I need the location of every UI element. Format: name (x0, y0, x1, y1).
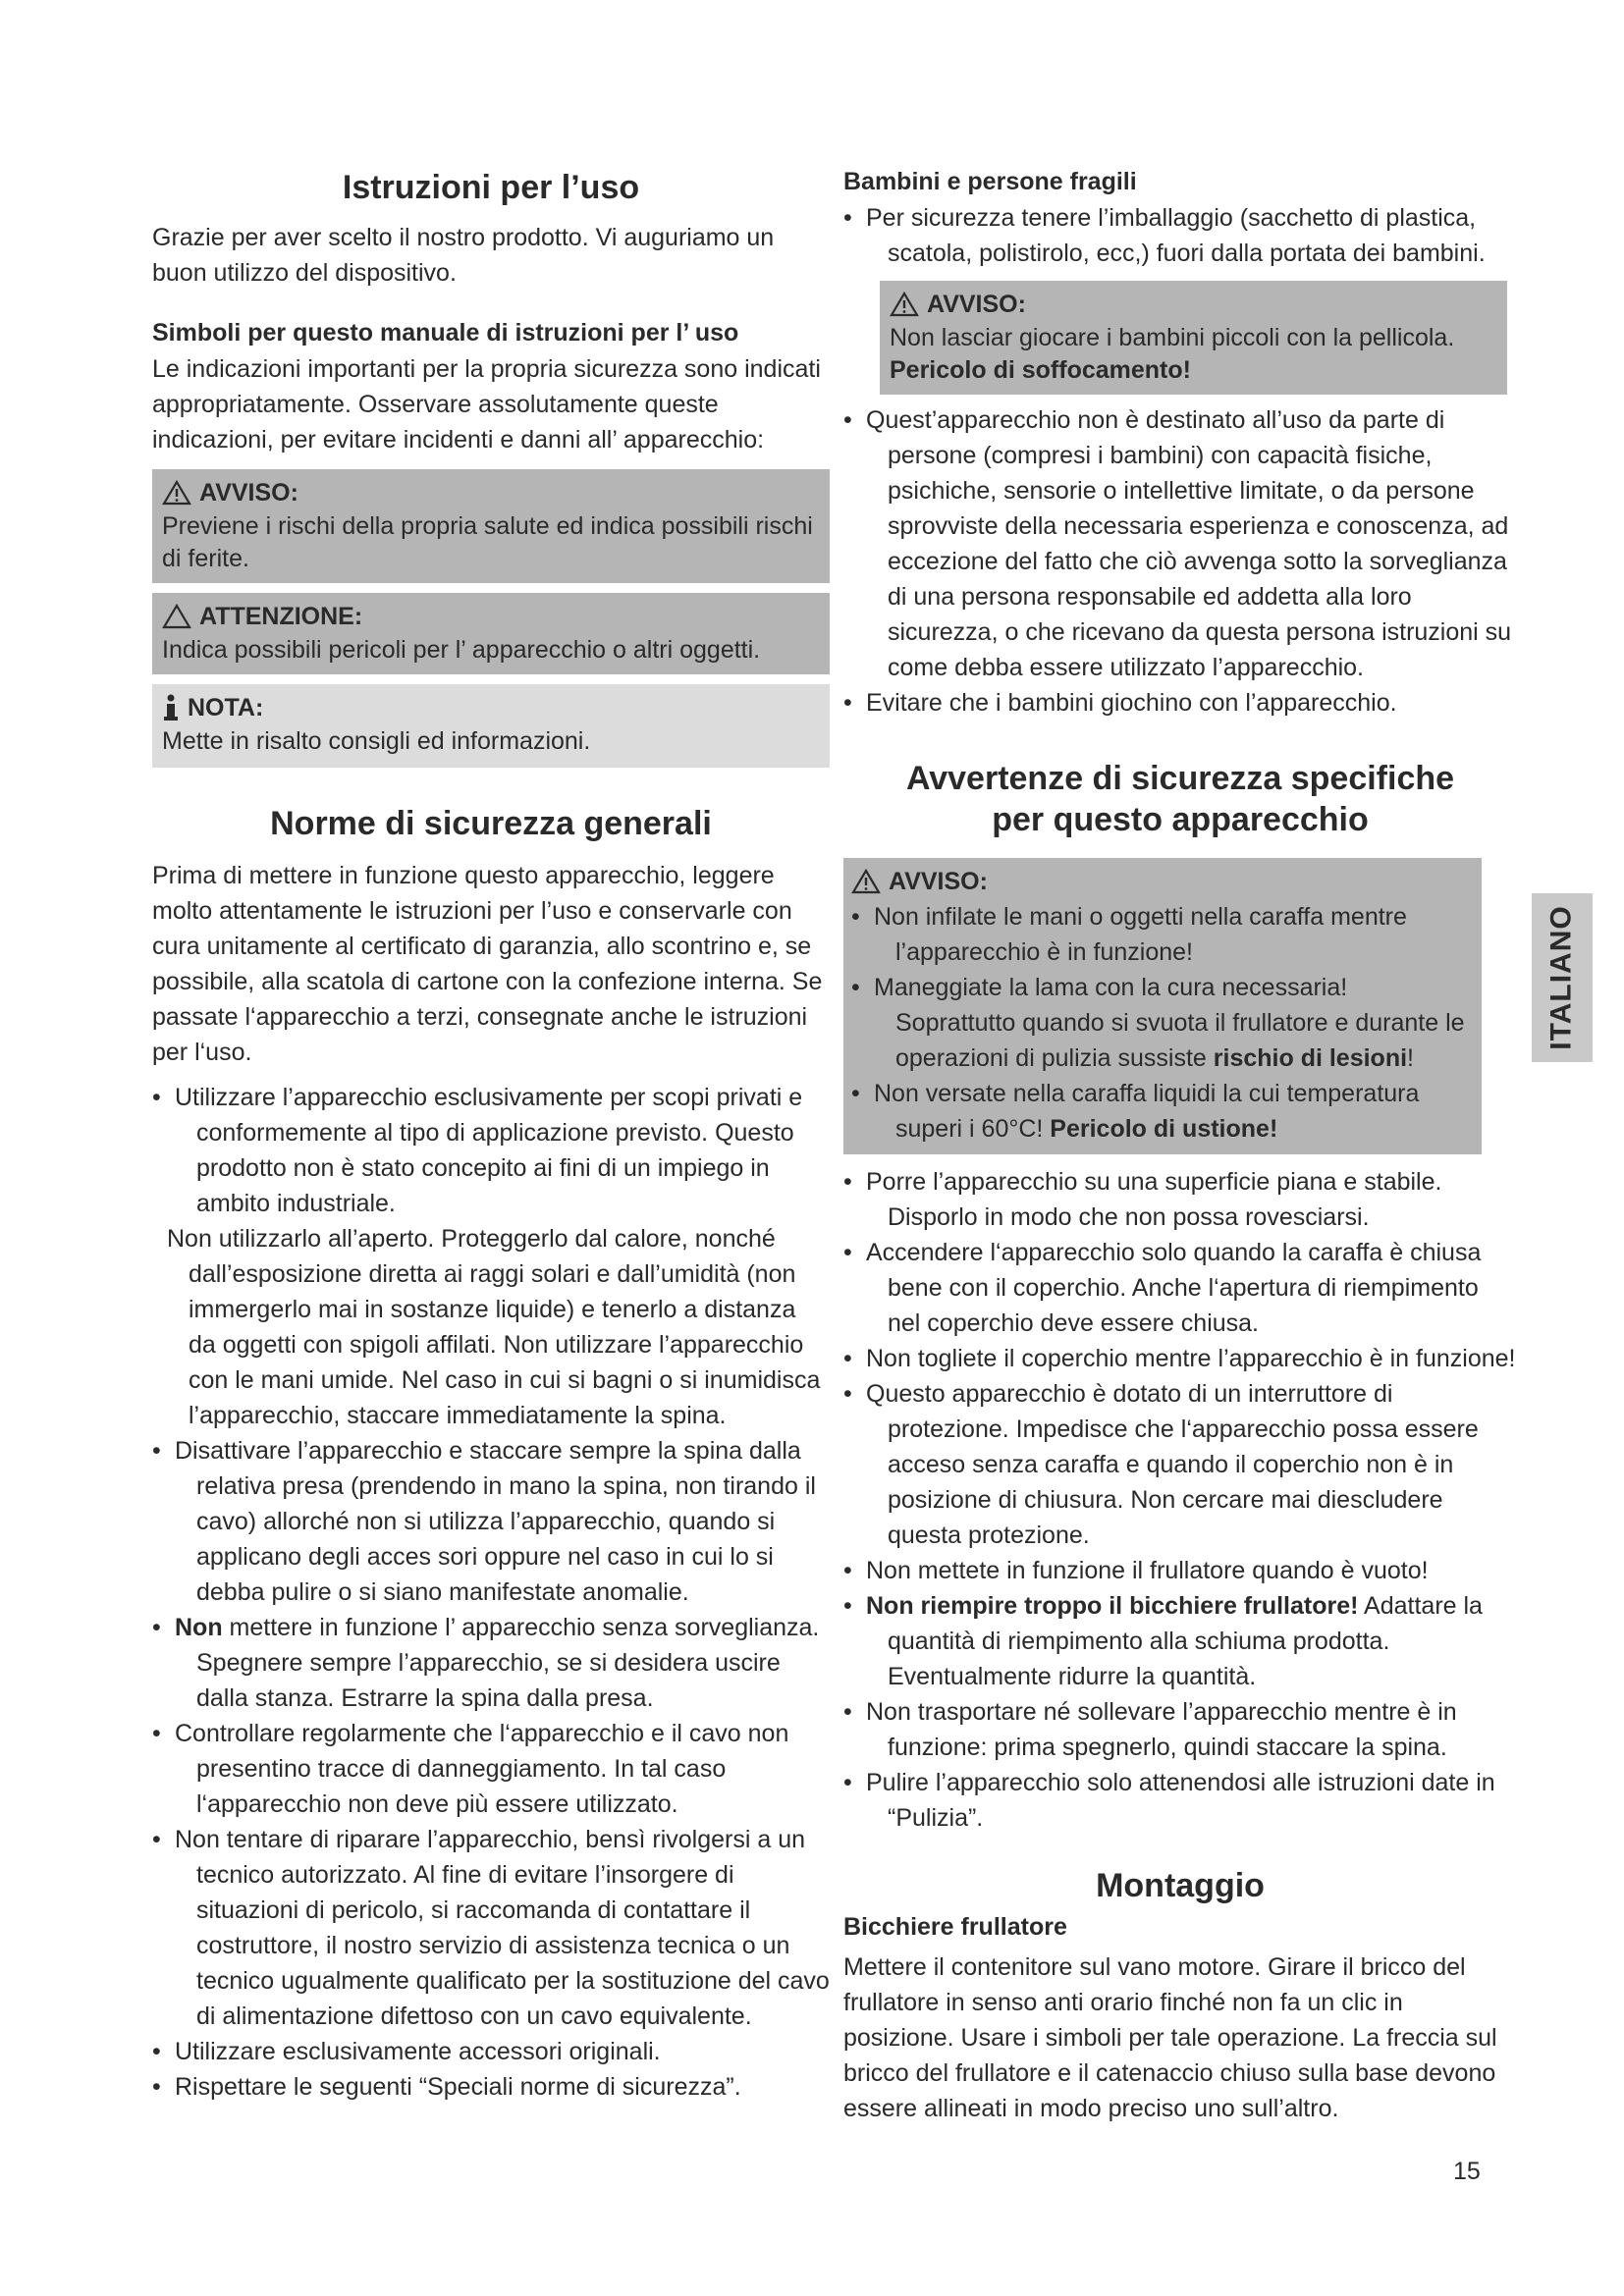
avviso-head (890, 287, 1497, 322)
specific-title-line-1: Avvertenze di sicurezza specifiche (905, 760, 1455, 797)
nota-head (162, 690, 820, 725)
norme-list-2 (152, 1433, 830, 2105)
list-item (851, 970, 1468, 1076)
bambini-heading: Bambini e persone fragili (843, 168, 1137, 195)
norme-intro: Prima di mettere in funzione questo apparecchio, leggere molto attentamente le istruzioni per l’uso e conservarle con cura unitamente al certificato di garanzia, allo scontrino e, se possibile, alla scatola di cartone con la confezione interna. Se passate l‘apparecchio a terzi, consegnate anche le istruzioni per l‘uso. (152, 862, 823, 1066)
list-item: • Non infilate le mani o oggetti nella caraffa mentre l’apparecchio è in funzione! (851, 899, 1468, 970)
bicchiere-heading: Bicchiere frullatore (843, 1913, 1067, 1941)
intro-text: Grazie per aver scelto il nostro prodotto. Vi auguriamo un buon utilizzo del dispositivo. (152, 224, 775, 287)
avviso-head (851, 864, 1468, 899)
specific-title-line-2: per questo apparecchio (992, 801, 1369, 838)
list-item: • Accendere l‘apparecchio solo quando la caraffa è chiusa bene con il coperchio. Anche l‘apertura di riempimento nel coperchio deve essere chiusa. (843, 1235, 1517, 1341)
list-item: • Rispettare le seguenti “Speciali norme di sicurezza”. (152, 2069, 830, 2105)
avviso-text: Previene i rischi della propria salute ed indica possibili rischi di ferite. (162, 512, 813, 572)
list-item: • Utilizzare esclusivamente accessori originali. (152, 2034, 830, 2069)
warning-triangle-icon (890, 292, 919, 317)
norme-list (152, 1080, 830, 1221)
nota-label: NOTA: (188, 694, 264, 721)
warning-triangle-icon (162, 480, 191, 506)
attenzione-head (162, 599, 820, 634)
list-item-text: Maneggiate la lama con la cura necessaria! Soprattutto quando si svuota il frullatore e durante le operazioni di pulizia sussiste (874, 974, 1465, 1072)
list-item: • Pulire l’apparecchio solo attenendosi alle istruzioni date in “Pulizia”. (843, 1765, 1517, 1836)
right-column (843, 165, 1517, 2126)
language-tab (1532, 893, 1593, 1062)
symbols-text: Le indicazioni importanti per la propria sicurezza sono indicati appropriatamente. Osservare assolutamente queste indicazioni, per evitare incidenti e danni all’ apparecchio: (152, 355, 821, 454)
info-icon (162, 694, 180, 721)
list-item-text: Non versate nella caraffa liquidi la cui temperatura superi i 60°C! (874, 1080, 1420, 1143)
page-number: 15 (1453, 2158, 1481, 2185)
list-item-text: Adattare la quantità di riempimento alla schiuma prodotta. Eventualmente ridurre la quantità. (888, 1592, 1483, 1690)
list-item (843, 1588, 1517, 1694)
list-item: • Non tentare di riparare l’apparecchio, bensì rivolgersi a un tecnico autorizzato. Al fine di evitare l’insorgere di situazioni di pericolo, si raccomanda di contattare il costruttore, il nostro servizio di assistenza tecnica o un tecnico ugualmente qualificato per la sostituzione del cavo di alimentazione difettoso con un cavo equivalente. (152, 1822, 830, 2034)
list-item-text: ! (1407, 1044, 1414, 1072)
symbols-heading: Simboli per questo manuale di istruzioni per l’ uso (152, 319, 739, 347)
list-item: • Per sicurezza tenere l’imballaggio (sacchetto di plastica, scatola, polistirolo, ecc,) fuori dalla portata dei bambini. (843, 200, 1517, 271)
nota-text: Mette in risalto consigli ed informazioni. (162, 727, 591, 755)
attenzione-label: ATTENZIONE: (199, 603, 363, 630)
emphasis-text: rischio di lesioni (1213, 1044, 1408, 1072)
attenzione-text: Indica possibili pericoli per l’ apparecchio o altri oggetti. (162, 636, 761, 664)
page-title: Istruzioni per l’uso (342, 169, 640, 206)
list-item: • Evitare che i bambini giochino con l’apparecchio. (843, 685, 1517, 721)
bicchiere-text: Mettere il contenitore sul vano motore. Girare il bricco del frullatore in senso anti orario finché non fa un clic in posizione. Usare i simboli per tale operazione. La freccia sul bricco del frullatore e il catenaccio chiuso sulla base devono essere allineati in modo preciso uno sull’altro. (843, 1953, 1497, 2122)
list-item: • Non trasportare né sollevare l’apparecchio mentre è in funzione: prima spegnerlo, quindi staccare la spina. (843, 1694, 1517, 1765)
list-item: • Non togliete il coperchio mentre l’apparecchio è in funzione! (843, 1341, 1517, 1376)
list-item: • Quest’apparecchio non è destinato all’uso da parte di persone (compresi i bambini) con capacità fisiche, psichiche, sensorie o intellettive limitate, o da persone sprovviste della necessaria esperienza e conoscenza, ad eccezione del fatto che ciò avvenga sotto la sorveglianza di una persona responsabile ed addetta alla loro sicurezza, o che ricevano da questa persona istruzioni su come debba essere utilizzato l’apparecchio. (843, 402, 1517, 685)
avviso-head (162, 475, 820, 510)
nota-box (152, 684, 830, 768)
emphasis-text: Pericolo di ustione! (1050, 1115, 1278, 1143)
bambini-list-2 (843, 402, 1517, 721)
specific-list (843, 1164, 1517, 1836)
caution-triangle-icon (162, 604, 191, 629)
left-column (152, 165, 830, 2105)
list-item (851, 1076, 1468, 1147)
bambini-list (843, 200, 1517, 271)
avviso-box (152, 469, 830, 583)
avviso-box-specific (843, 858, 1482, 1154)
list-item: • Questo apparecchio è dotato di un interruttore di protezione. Impedisce che l‘apparecchio possa essere acceso senza caraffa e quando il coperchio non è in posizione di chiusura. Non cercare mai diescludere questa protezione. (843, 1376, 1517, 1553)
avviso-text: Non lasciar giocare i bambini piccoli con la pellicola. (890, 324, 1455, 351)
avviso-box-children (880, 281, 1507, 395)
language-tab-label: ITALIANO (1545, 905, 1578, 1050)
attenzione-box (152, 593, 830, 674)
list-item: • Disattivare l’apparecchio e staccare sempre la spina dalla relativa presa (prendendo in mano la spina, non tirando il cavo) allorché non si utilizza l’apparecchio, quando si applicano degli acces sori oppure nel caso in cui lo si debba pulire o si siano manifestate anomalie. (152, 1433, 830, 1610)
avviso-list (851, 899, 1468, 1147)
list-item: Non utilizzarlo all’aperto. Proteggerlo dal calore, nonché dall’esposizione diretta ai raggi solari e dall’umidità (non immergerlo mai in sostanze liquide) e tenerlo a distanza da oggetti con spigoli affilati. Non utilizzare l’apparecchio con le mani umide. Nel caso in cui si bagni o si inumidisca l’apparecchio, staccare immediatamente la spina. (167, 1225, 821, 1429)
avviso-label: AVVISO: (199, 479, 298, 507)
list-item: • Utilizzare l’apparecchio esclusivamente per scopi privati e conformemente al tipo di applicazione previsto. Questo prodotto non è stato concepito ai fini di un impiego in ambito industriale. (152, 1080, 830, 1221)
list-item-text: mettere in funzione l’ apparecchio senza sorveglianza. Spegnere sempre l’apparecchio, se si desidera uscire dalla stanza. Estrarre la spina dalla presa. (196, 1614, 820, 1712)
avviso-emphasis: Pericolo di soffocamento! (890, 356, 1191, 384)
avviso-label: AVVISO: (927, 291, 1026, 318)
list-item: • Non mettete in funzione il frullatore quando è vuoto! (843, 1553, 1517, 1588)
warning-triangle-icon (851, 869, 881, 894)
norme-title: Norme di sicurezza generali (270, 805, 712, 842)
list-item: • Controllare regolarmente che l‘apparecchio e il cavo non presentino tracce di danneggiamento. In tal caso l‘apparecchio non deve più essere utilizzato. (152, 1716, 830, 1822)
montaggio-title: Montaggio (1096, 1867, 1265, 1904)
avviso-label: AVVISO: (889, 868, 988, 895)
specific-title (843, 758, 1517, 840)
emphasis-text: Non (175, 1614, 223, 1641)
list-item (152, 1610, 830, 1716)
list-item: • Porre l’apparecchio su una superficie piana e stabile. Disporlo in modo che non possa rovesciarsi. (843, 1164, 1517, 1235)
emphasis-text: Non riempire troppo il bicchiere frullatore! (866, 1592, 1359, 1620)
